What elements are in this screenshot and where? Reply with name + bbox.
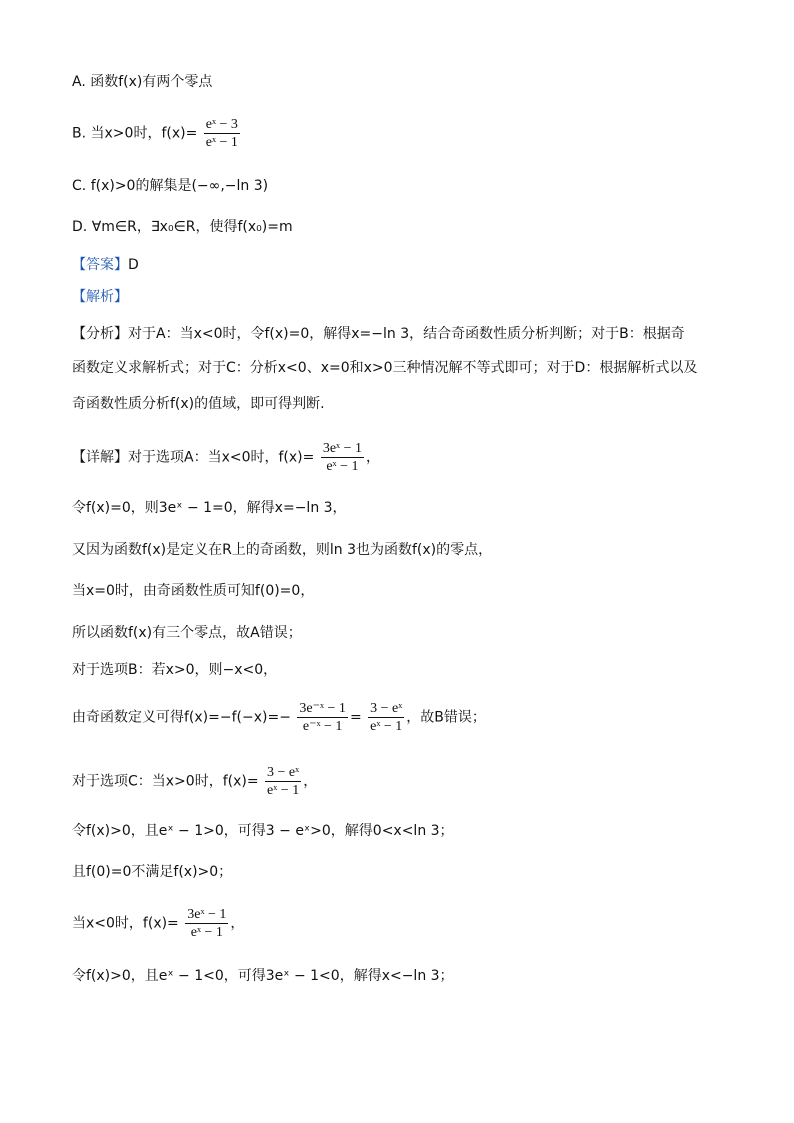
detail-l1-denominator: eˣ − 1 [326,459,359,474]
fenxi-text-2: 函数定义求解析式；对于C：分析x<0、x=0和x>0三种情况解不等式即可；对于D：根据解析式以及 [72,360,698,376]
detail-l1-suffix: ， [365,449,380,466]
option-d [72,217,293,237]
detail-l7-denominator-2: eˣ − 1 [370,719,403,734]
detail-line-9 [72,821,454,841]
fenxi-text-3: 奇函数性质分析f(x)的值域，即可得判断. [72,396,325,412]
detail-line-7 [72,700,486,735]
detail-l12: 令f(x)>0，且eˣ − 1<0，可得3eˣ − 1<0，解得x<−ln 3； [72,968,454,984]
analysis-tag: 【解析】 [72,289,128,305]
option-b-label: B. [72,125,87,142]
detail-l8-prefix: 对于选项C：当x>0时，f(x)= [72,773,259,790]
option-a [72,72,212,92]
option-b-fraction [204,116,240,151]
detail-line-3 [72,540,492,560]
detail-line-11 [72,906,244,941]
option-d-label: D. [72,219,88,235]
detail-l7-fraction-2 [368,700,404,735]
option-d-text: ∀m∈R，∃x₀∈R，使得f(x₀)=m [91,219,293,235]
option-c-text: f(x)>0的解集是(−∞,−ln 3) [90,178,269,194]
fenxi-line-2 [72,358,697,378]
detail-line-10 [72,862,232,882]
detail-line-6 [72,660,277,680]
detail-l8-fraction [265,764,301,799]
detail-line-8 [72,764,317,799]
detail-l7-numerator-1: 3e⁻ˣ − 1 [299,701,346,716]
detail-l7-fraction-1 [297,700,348,735]
answer-line [72,255,139,275]
detail-l6: 对于选项B：若x>0，则−x<0， [72,662,278,678]
option-a-text: 函数f(x)有两个零点 [90,74,213,90]
detail-l11-denominator: eˣ − 1 [190,925,223,940]
option-b-prefix: 当x>0时，f(x)= [90,125,198,142]
detail-line-4 [72,581,314,601]
detail-l1-numerator: 3eˣ − 1 [322,441,362,456]
detail-l8-denominator: eˣ − 1 [267,783,300,798]
option-b-denominator: eˣ − 1 [205,135,238,150]
detail-line-5 [72,623,302,643]
fenxi-tag: 【分析】 [72,326,128,342]
detail-line-2 [72,498,347,518]
detail-l7-suffix: ，故B错误； [406,709,486,726]
detail-l1-prefix: 对于选项A：当x<0时，f(x)= [128,449,315,466]
fenxi-line-3 [72,394,325,414]
detail-l7-numerator-2: 3 − eˣ [370,701,403,716]
detail-line-1 [72,440,380,475]
detail-l10: 且f(0)=0不满足f(x)>0； [72,864,233,880]
option-a-label: A. [72,74,86,90]
detail-l7-prefix: 由奇函数定义可得f(x)=−f(−x)=− [72,709,291,726]
detail-l5: 所以函数f(x)有三个零点，故A错误； [72,625,302,641]
detail-l4: 当x=0时，由奇函数性质可知f(0)=0， [72,583,315,599]
fenxi-text-1: 对于A：当x<0时，令f(x)=0，解得x=−ln 3，结合奇函数性质分析判断；对于B：根据奇 [128,326,685,342]
detail-l3: 又因为函数f(x)是定义在R上的奇函数，则ln 3也为函数f(x)的零点， [72,542,493,558]
detail-l7-denominator-1: e⁻ˣ − 1 [302,719,343,734]
option-b-numerator: eˣ − 3 [205,117,238,132]
detail-line-12 [72,966,454,986]
detail-l8-suffix: ， [303,773,318,790]
detail-l7-eq: = [349,709,362,726]
detail-tag: 【详解】 [72,449,128,466]
detail-l11-numerator: 3eˣ − 1 [187,907,227,922]
detail-l11-prefix: 当x<0时，f(x)= [72,915,179,932]
option-c [72,176,268,196]
analysis-heading [72,287,128,307]
detail-l2: 令f(x)=0，则3eˣ − 1=0，解得x=−ln 3， [72,500,347,516]
detail-l9: 令f(x)>0，且eˣ − 1>0，可得3 − eˣ>0，解得0<x<ln 3； [72,823,454,839]
fenxi-line-1 [72,324,685,344]
detail-l1-fraction [321,440,364,475]
detail-l11-suffix: ， [230,915,245,932]
detail-l11-fraction [185,906,228,941]
option-c-label: C. [72,178,87,194]
answer-value: D [128,257,139,273]
option-b [72,116,242,151]
detail-l8-numerator: 3 − eˣ [267,765,300,780]
answer-tag: 【答案】 [72,257,128,273]
